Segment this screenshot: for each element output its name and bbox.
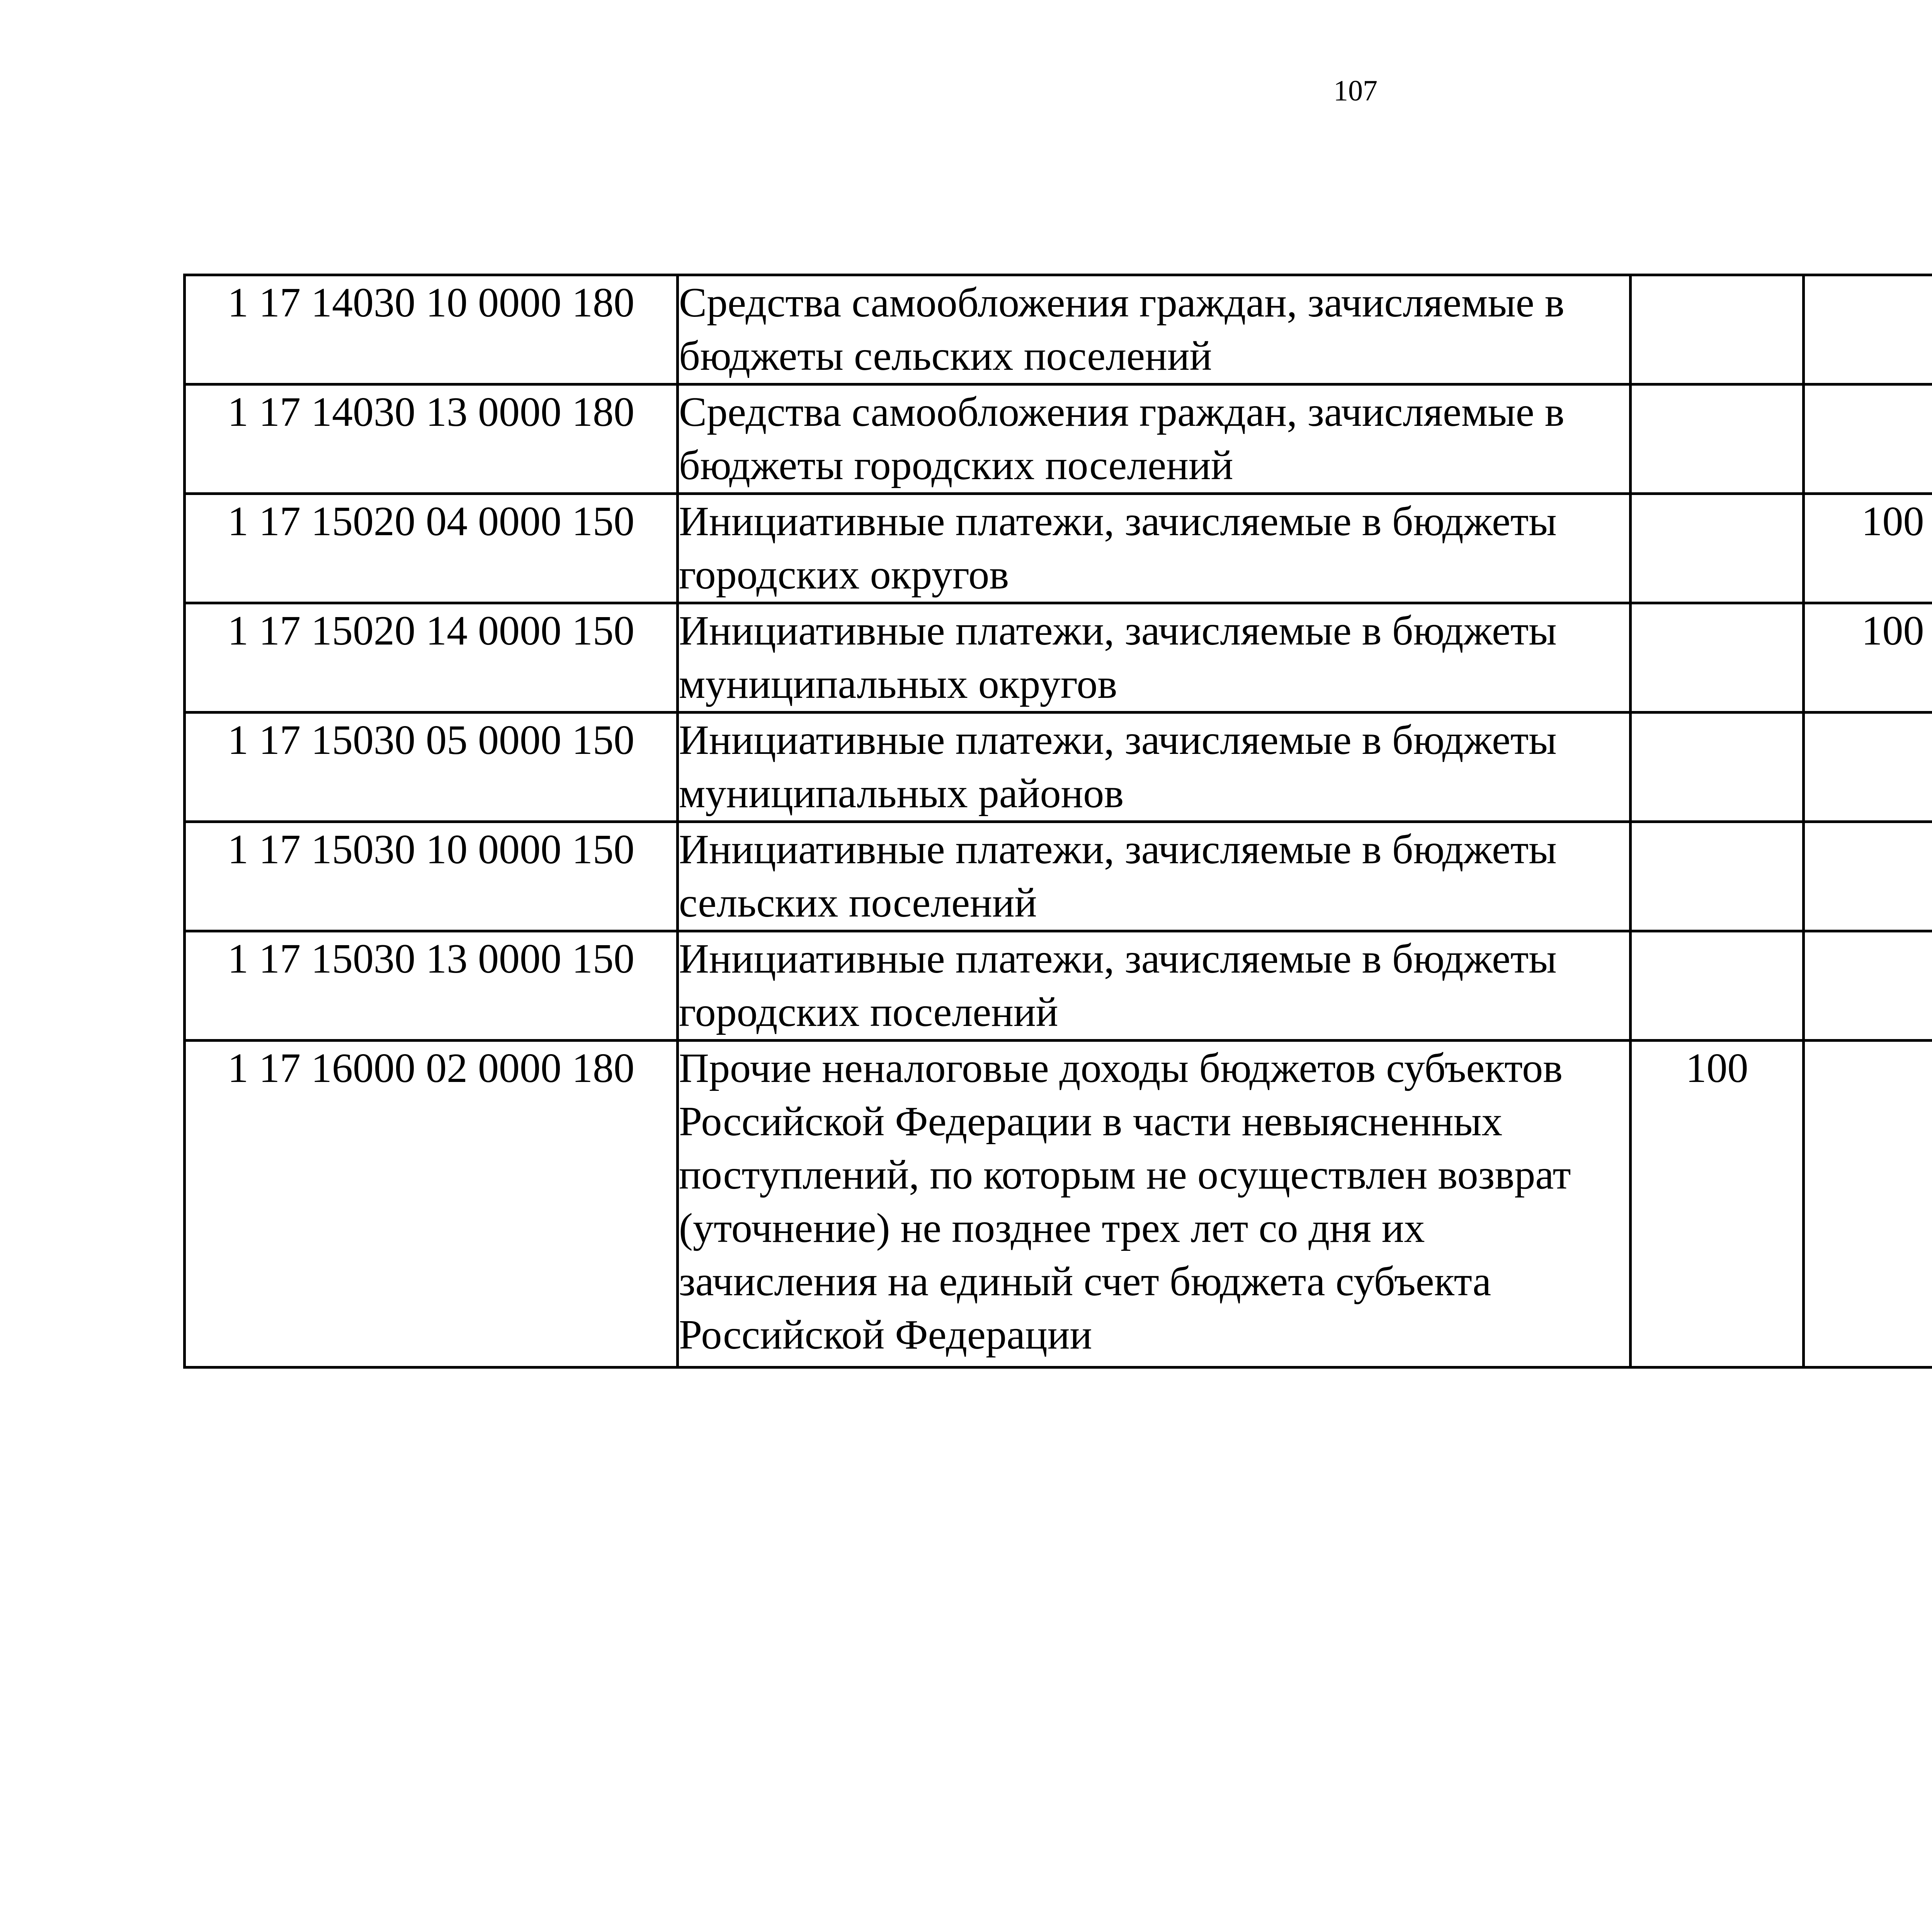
description-cell: Инициативные платежи, зачисляемые в бюджеты городских округов xyxy=(678,494,1631,603)
table-row xyxy=(185,275,1932,384)
table-row xyxy=(185,822,1932,931)
table-row xyxy=(185,603,1932,713)
value-cell xyxy=(1631,713,1804,822)
budget-code-cell: 1 17 15030 13 0000 150 xyxy=(185,931,678,1041)
description-cell: Прочие неналоговые доходы бюджетов субъектов Российской Федерации в части невыясненных поступлений, по которым не осуществлен возврат (уточнение) не позднее трех лет со дня их зачисления на единый счет бюджета субъекта Российской Федерации xyxy=(678,1041,1631,1368)
budget-code-cell: 1 17 14030 10 0000 180 xyxy=(185,275,678,384)
description-cell: Инициативные платежи, зачисляемые в бюджеты сельских поселений xyxy=(678,822,1631,931)
value-cell xyxy=(1631,931,1804,1041)
table-row xyxy=(185,494,1932,603)
value-cell xyxy=(1631,494,1804,603)
description-cell: Инициативные платежи, зачисляемые в бюджеты муниципальных округов xyxy=(678,603,1631,713)
budget-code-cell: 1 17 16000 02 0000 180 xyxy=(185,1041,678,1368)
value-cell xyxy=(1631,822,1804,931)
budget-code-cell: 1 17 15030 05 0000 150 xyxy=(185,713,678,822)
value-cell xyxy=(1804,931,1932,1041)
budget-code-cell: 1 17 15020 04 0000 150 xyxy=(185,494,678,603)
budget-code-cell: 1 17 15020 14 0000 150 xyxy=(185,603,678,713)
table-row xyxy=(185,1041,1932,1368)
description-cell: Средства самообложения граждан, зачисляемые в бюджеты сельских поселений xyxy=(678,275,1631,384)
value-cell: 100 xyxy=(1631,1041,1804,1368)
table-row xyxy=(185,931,1932,1041)
budget-code-table xyxy=(183,274,1932,1369)
value-cell xyxy=(1631,603,1804,713)
description-cell: Инициативные платежи, зачисляемые в бюджеты городских поселений xyxy=(678,931,1631,1041)
value-cell xyxy=(1804,384,1932,494)
page-number: 107 xyxy=(1333,75,1378,107)
value-cell: 100 xyxy=(1804,603,1932,713)
budget-code-cell: 1 17 14030 13 0000 180 xyxy=(185,384,678,494)
value-cell xyxy=(1631,275,1804,384)
description-cell: Инициативные платежи, зачисляемые в бюджеты муниципальных районов xyxy=(678,713,1631,822)
description-cell: Средства самообложения граждан, зачисляемые в бюджеты городских поселений xyxy=(678,384,1631,494)
budget-code-cell: 1 17 15030 10 0000 150 xyxy=(185,822,678,931)
value-cell xyxy=(1631,384,1804,494)
value-cell xyxy=(1804,822,1932,931)
value-cell xyxy=(1804,1041,1932,1368)
value-cell xyxy=(1804,713,1932,822)
value-cell xyxy=(1804,275,1932,384)
table-row xyxy=(185,713,1932,822)
table-row xyxy=(185,384,1932,494)
value-cell: 100 xyxy=(1804,494,1932,603)
